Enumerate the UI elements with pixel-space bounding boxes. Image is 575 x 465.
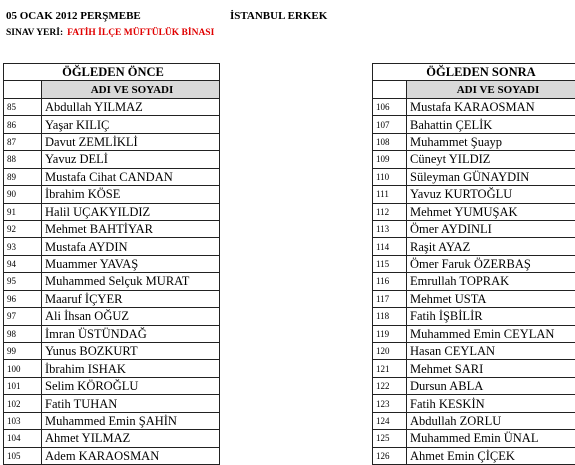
table-row bbox=[373, 343, 575, 360]
candidate-name: Ali İhsan OĞUZ bbox=[42, 308, 220, 325]
afternoon-title-row bbox=[373, 64, 575, 81]
candidate-name: Mustafa AYDIN bbox=[42, 238, 220, 255]
row-number: 123 bbox=[373, 395, 407, 412]
row-number: 100 bbox=[4, 360, 42, 377]
row-number: 92 bbox=[4, 220, 42, 237]
row-number: 85 bbox=[4, 98, 42, 115]
row-number: 96 bbox=[4, 290, 42, 307]
candidate-name: Süleyman GÜNAYDIN bbox=[407, 168, 575, 185]
number-column-header bbox=[373, 81, 407, 98]
table-row bbox=[373, 273, 575, 290]
row-number: 111 bbox=[373, 186, 407, 203]
row-number: 116 bbox=[373, 273, 407, 290]
candidate-name: Yavuz DELİ bbox=[42, 151, 220, 168]
table-row bbox=[4, 343, 220, 360]
afternoon-column-header-row bbox=[373, 81, 575, 98]
row-number: 118 bbox=[373, 308, 407, 325]
row-number: 114 bbox=[373, 238, 407, 255]
candidate-name: Mehmet YUMUŞAK bbox=[407, 203, 575, 220]
table-row bbox=[4, 290, 220, 307]
row-number: 126 bbox=[373, 447, 407, 464]
row-number: 117 bbox=[373, 290, 407, 307]
table-row bbox=[373, 98, 575, 115]
row-number: 88 bbox=[4, 151, 42, 168]
morning-title-row bbox=[4, 64, 220, 81]
candidate-name: Muhammed Selçuk MURAT bbox=[42, 273, 220, 290]
morning-table bbox=[3, 63, 220, 465]
exam-place-label: SINAV YERİ: bbox=[6, 28, 63, 38]
candidate-name: Yunus BOZKURT bbox=[42, 343, 220, 360]
table-row bbox=[4, 151, 220, 168]
candidate-name: Fatih KESKİN bbox=[407, 395, 575, 412]
candidate-name: Muhammed Emin ŞAHİN bbox=[42, 412, 220, 429]
candidate-name: Ömer AYDINLI bbox=[407, 220, 575, 237]
table-row bbox=[373, 447, 575, 464]
row-number: 113 bbox=[373, 220, 407, 237]
name-column-header: ADI VE SOYADI bbox=[42, 81, 220, 98]
table-row bbox=[4, 395, 220, 412]
row-number: 101 bbox=[4, 377, 42, 394]
row-number: 86 bbox=[4, 116, 42, 133]
exam-city: İSTANBUL ERKEK bbox=[230, 10, 327, 22]
candidate-name: Mehmet SARI bbox=[407, 360, 575, 377]
row-number: 91 bbox=[4, 203, 42, 220]
table-row bbox=[373, 290, 575, 307]
row-number: 102 bbox=[4, 395, 42, 412]
candidate-name: Muammer YAVAŞ bbox=[42, 255, 220, 272]
table-row bbox=[4, 377, 220, 394]
table-row bbox=[373, 186, 575, 203]
afternoon-table bbox=[372, 63, 575, 465]
row-number: 110 bbox=[373, 168, 407, 185]
table-row bbox=[373, 430, 575, 447]
name-column-header: ADI VE SOYADI bbox=[407, 81, 575, 98]
row-number: 115 bbox=[373, 255, 407, 272]
table-row bbox=[373, 220, 575, 237]
table-row bbox=[373, 238, 575, 255]
candidate-name: Raşit AYAZ bbox=[407, 238, 575, 255]
table-row bbox=[373, 360, 575, 377]
row-number: 106 bbox=[373, 98, 407, 115]
row-number: 109 bbox=[373, 151, 407, 168]
exam-date-header bbox=[6, 10, 141, 22]
table-row bbox=[373, 395, 575, 412]
number-column-header bbox=[4, 81, 42, 98]
table-row bbox=[4, 255, 220, 272]
table-row bbox=[4, 308, 220, 325]
candidate-name: Emrullah TOPRAK bbox=[407, 273, 575, 290]
candidate-name: Muhammed Emin CEYLAN bbox=[407, 325, 575, 342]
row-number: 103 bbox=[4, 412, 42, 429]
candidate-name: Maaruf İÇYER bbox=[42, 290, 220, 307]
exam-place-header bbox=[6, 28, 214, 38]
exam-date: 05 OCAK 2012 PERŞMEBE bbox=[6, 10, 141, 22]
candidate-name: Abdullah YILMAZ bbox=[42, 98, 220, 115]
candidate-name: Cüneyt YILDIZ bbox=[407, 151, 575, 168]
row-number: 120 bbox=[373, 343, 407, 360]
candidate-name: Bahattin ÇELİK bbox=[407, 116, 575, 133]
row-number: 121 bbox=[373, 360, 407, 377]
candidate-name: Yavuz KURTOĞLU bbox=[407, 186, 575, 203]
candidate-name: Ahmet Emin ÇİÇEK bbox=[407, 447, 575, 464]
candidate-name: Hasan CEYLAN bbox=[407, 343, 575, 360]
table-row bbox=[4, 447, 220, 464]
candidate-name: Abdullah ZORLU bbox=[407, 412, 575, 429]
candidate-name: Ahmet YILMAZ bbox=[42, 430, 220, 447]
row-number: 99 bbox=[4, 343, 42, 360]
row-number: 122 bbox=[373, 377, 407, 394]
candidate-name: Ömer Faruk ÖZERBAŞ bbox=[407, 255, 575, 272]
table-row bbox=[373, 168, 575, 185]
table-row bbox=[373, 116, 575, 133]
row-number: 97 bbox=[4, 308, 42, 325]
table-row bbox=[373, 255, 575, 272]
table-row bbox=[373, 325, 575, 342]
candidate-name: Dursun ABLA bbox=[407, 377, 575, 394]
table-row bbox=[4, 133, 220, 150]
afternoon-title: ÖĞLEDEN SONRA bbox=[373, 64, 575, 81]
table-row bbox=[373, 151, 575, 168]
table-row bbox=[4, 116, 220, 133]
table-row bbox=[373, 308, 575, 325]
candidate-name: Selim KÖROĞLU bbox=[42, 377, 220, 394]
candidate-name: Muhammet Şuayp bbox=[407, 133, 575, 150]
candidate-name: Mustafa KARAOSMAN bbox=[407, 98, 575, 115]
candidate-name: Mustafa Cihat CANDAN bbox=[42, 168, 220, 185]
row-number: 105 bbox=[4, 447, 42, 464]
table-row bbox=[4, 273, 220, 290]
row-number: 108 bbox=[373, 133, 407, 150]
candidate-name: Mehmet BAHTİYAR bbox=[42, 220, 220, 237]
table-row bbox=[4, 186, 220, 203]
table-row bbox=[4, 360, 220, 377]
row-number: 104 bbox=[4, 430, 42, 447]
candidate-name: Mehmet USTA bbox=[407, 290, 575, 307]
row-number: 98 bbox=[4, 325, 42, 342]
candidate-name: İbrahim ISHAK bbox=[42, 360, 220, 377]
row-number: 112 bbox=[373, 203, 407, 220]
row-number: 93 bbox=[4, 238, 42, 255]
morning-column-header-row bbox=[4, 81, 220, 98]
row-number: 107 bbox=[373, 116, 407, 133]
candidate-name: Fatih TUHAN bbox=[42, 395, 220, 412]
candidate-name: İmran ÜSTÜNDAĞ bbox=[42, 325, 220, 342]
table-row bbox=[4, 98, 220, 115]
candidate-name: Adem KARAOSMAN bbox=[42, 447, 220, 464]
table-row bbox=[373, 203, 575, 220]
morning-title: ÖĞLEDEN ÖNCE bbox=[4, 64, 220, 81]
candidate-name: İbrahim KÖSE bbox=[42, 186, 220, 203]
row-number: 119 bbox=[373, 325, 407, 342]
candidate-name: Davut ZEMLİKLİ bbox=[42, 133, 220, 150]
candidate-name: Fatih İŞBİLİR bbox=[407, 308, 575, 325]
table-row bbox=[373, 133, 575, 150]
row-number: 125 bbox=[373, 430, 407, 447]
row-number: 90 bbox=[4, 186, 42, 203]
row-number: 89 bbox=[4, 168, 42, 185]
row-number: 95 bbox=[4, 273, 42, 290]
table-row bbox=[4, 238, 220, 255]
candidate-name: Halil UÇAKYILDIZ bbox=[42, 203, 220, 220]
exam-place-value: FATİH İLÇE MÜFTÜLÜK BİNASI bbox=[67, 28, 214, 38]
table-row bbox=[4, 430, 220, 447]
table-row bbox=[373, 377, 575, 394]
table-row bbox=[4, 412, 220, 429]
candidate-name: Muhammed Emin ÜNAL bbox=[407, 430, 575, 447]
candidate-name: Yaşar KILIÇ bbox=[42, 116, 220, 133]
row-number: 94 bbox=[4, 255, 42, 272]
table-row bbox=[4, 168, 220, 185]
table-row bbox=[4, 325, 220, 342]
row-number: 87 bbox=[4, 133, 42, 150]
row-number: 124 bbox=[373, 412, 407, 429]
table-row bbox=[4, 220, 220, 237]
table-row bbox=[373, 412, 575, 429]
table-row bbox=[4, 203, 220, 220]
